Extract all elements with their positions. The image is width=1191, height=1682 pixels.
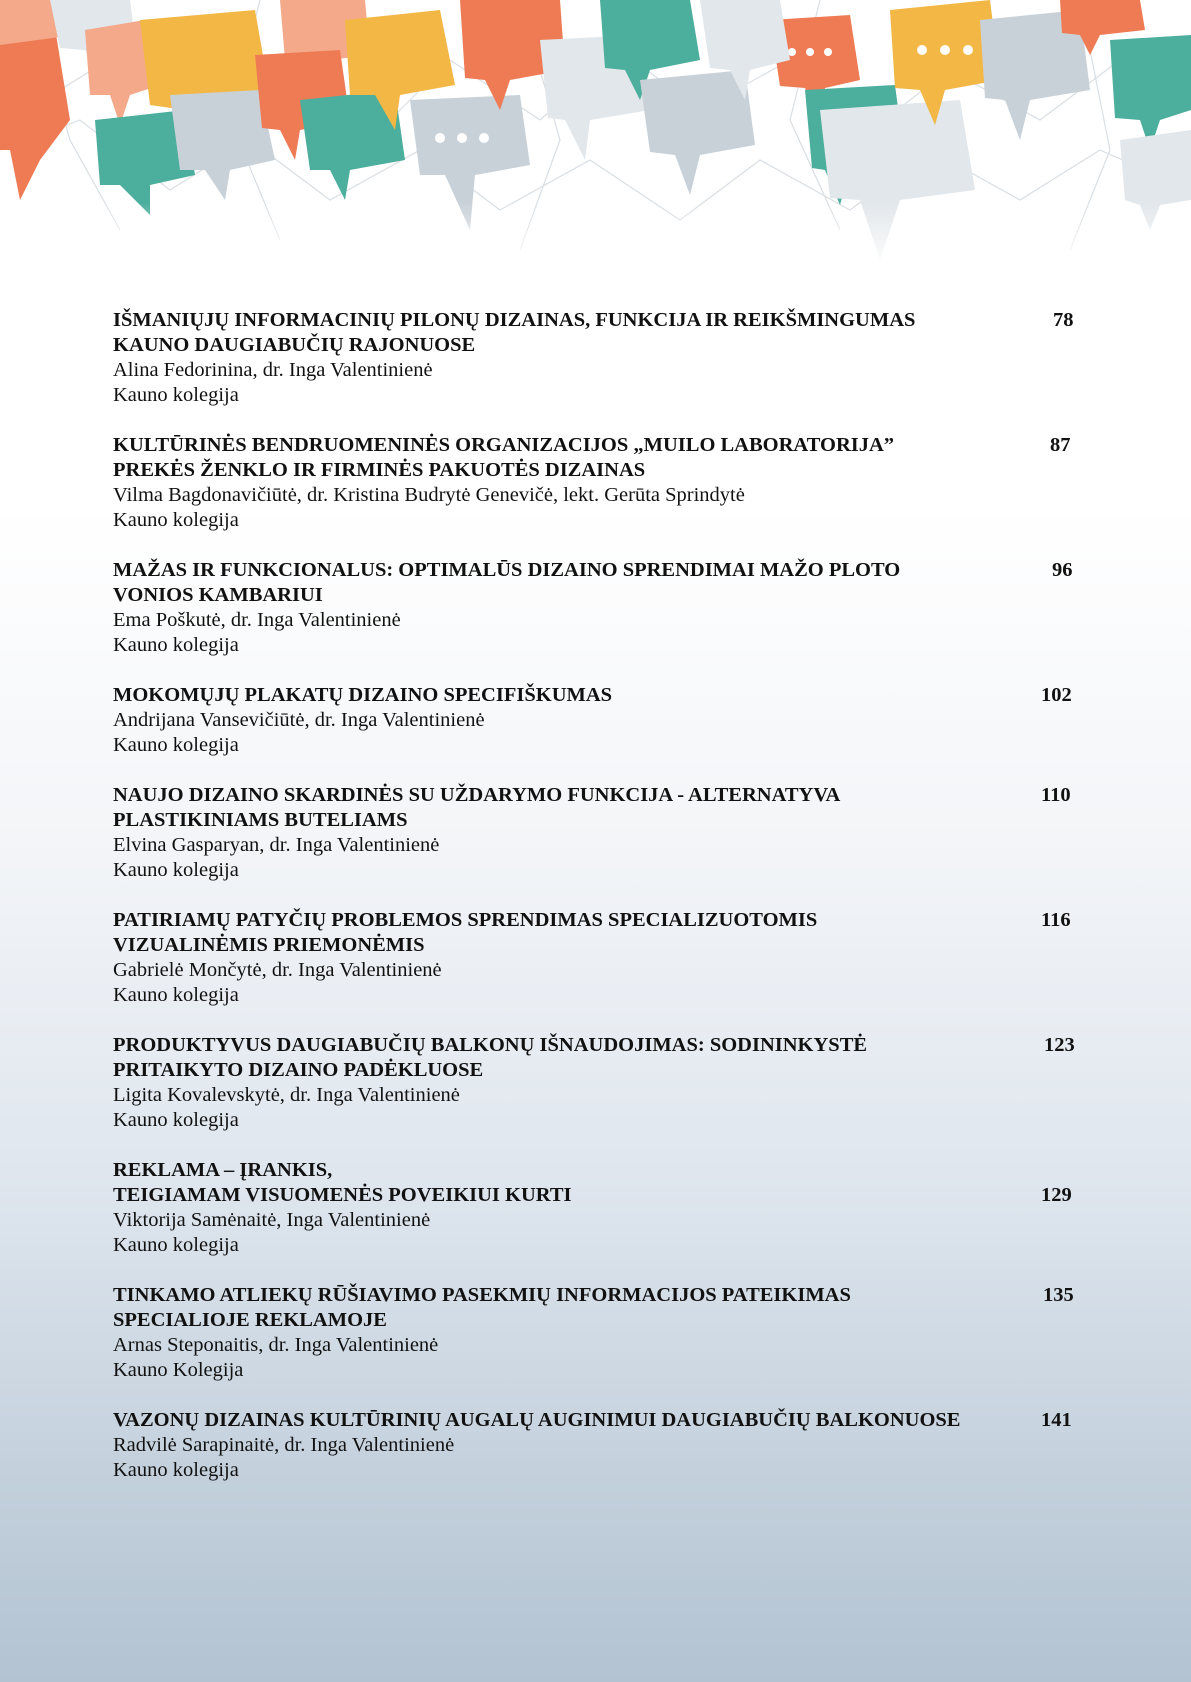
page-number: 129 bbox=[1041, 1184, 1072, 1206]
page-number: 135 bbox=[1043, 1284, 1074, 1306]
entry-authors: Vilma Bagdonavičiūtė, dr. Kristina Budrytė Genevičė, lekt. Gerūta Sprindytė bbox=[113, 484, 745, 506]
entry-title: NAUJO DIZAINO SKARDINĖS SU UŽDARYMO FUNKCIJA - ALTERNATYVA PLASTIKINIAMS BUTELIAMS bbox=[113, 784, 841, 831]
toc-entry bbox=[113, 783, 1073, 883]
entry-authors: Viktorija Samėnaitė, Inga Valentinienė bbox=[113, 1209, 431, 1231]
entry-authors: Gabrielė Mončytė, dr. Inga Valentinienė bbox=[113, 959, 442, 981]
page-number: 110 bbox=[1041, 784, 1071, 806]
entry-title: IŠMANIŲJŲ INFORMACINIŲ PILONŲ DIZAINAS, FUNKCIJA IR REIKŠMINGUMAS KAUNO DAUGIABUČIŲ RAJONUOSE bbox=[113, 309, 916, 356]
toc-entry bbox=[113, 308, 1073, 408]
entry-institution: Kauno kolegija bbox=[113, 384, 239, 406]
entry-title: KULTŪRINĖS BENDRUOMENINĖS ORGANIZACIJOS „MUILO LABORATORIJA” PREKĖS ŽENKLO IR FIRMINĖS PAKUOTĖS DIZAINAS bbox=[113, 434, 895, 481]
entry-institution: Kauno kolegija bbox=[113, 1459, 239, 1481]
entry-authors: Alina Fedorinina, dr. Inga Valentinienė bbox=[113, 359, 433, 381]
page-number: 102 bbox=[1041, 684, 1072, 706]
toc-entry bbox=[113, 1158, 1073, 1258]
entry-title: MAŽAS IR FUNKCIONALUS: OPTIMALŪS DIZAINO SPRENDIMAI MAŽO PLOTO VONIOS KAMBARIUI bbox=[113, 559, 901, 606]
entry-institution: Kauno kolegija bbox=[113, 984, 239, 1006]
speech-bubbles-banner-icon bbox=[0, 0, 1191, 270]
entry-authors: Elvina Gasparyan, dr. Inga Valentinienė bbox=[113, 834, 440, 856]
page-number: 141 bbox=[1041, 1409, 1072, 1431]
entry-institution: Kauno kolegija bbox=[113, 1109, 239, 1131]
entry-institution: Kauno Kolegija bbox=[113, 1359, 244, 1381]
entry-institution: Kauno kolegija bbox=[113, 1234, 239, 1256]
entry-institution: Kauno kolegija bbox=[113, 859, 239, 881]
page-number: 116 bbox=[1041, 909, 1071, 931]
entry-title: PATIRIAMŲ PATYČIŲ PROBLEMOS SPRENDIMAS SPECIALIZUOTOMIS VIZUALINĖMIS PRIEMONĖMIS bbox=[113, 909, 818, 956]
page-number: 78 bbox=[1053, 309, 1074, 331]
entry-institution: Kauno kolegija bbox=[113, 509, 239, 531]
entry-title: PRODUKTYVUS DAUGIABUČIŲ BALKONŲ IŠNAUDOJIMAS: SODININKYSTĖ PRITAIKYTO DIZAINO PADĖKLUOSE bbox=[113, 1034, 868, 1081]
entry-title: TINKAMO ATLIEKŲ RŪŠIAVIMO PASEKMIŲ INFORMACIJOS PATEIKIMAS SPECIALIOJE REKLAMOJE bbox=[113, 1284, 851, 1331]
page-number: 96 bbox=[1052, 559, 1073, 581]
toc-entry bbox=[113, 1283, 1073, 1383]
entry-title: REKLAMA – ĮRANKIS, TEIGIAMAM VISUOMENĖS POVEIKIUI KURTI bbox=[113, 1159, 572, 1206]
entry-authors: Andrijana Vansevičiūtė, dr. Inga Valentinienė bbox=[113, 709, 485, 731]
page-number: 123 bbox=[1044, 1034, 1075, 1056]
table-of-contents bbox=[113, 308, 1073, 1508]
toc-entry bbox=[113, 908, 1073, 1008]
entry-title: VAZONŲ DIZAINAS KULTŪRINIŲ AUGALŲ AUGINIMUI DAUGIABUČIŲ BALKONUOSE bbox=[113, 1409, 961, 1431]
toc-entry bbox=[113, 1408, 1073, 1483]
entry-authors: Ema Poškutė, dr. Inga Valentinienė bbox=[113, 609, 401, 631]
entry-authors: Radvilė Sarapinaitė, dr. Inga Valentinienė bbox=[113, 1434, 455, 1456]
toc-entry bbox=[113, 433, 1073, 533]
entry-institution: Kauno kolegija bbox=[113, 734, 239, 756]
toc-entry bbox=[113, 1033, 1073, 1133]
toc-entry bbox=[113, 683, 1073, 758]
page-number: 87 bbox=[1050, 434, 1071, 456]
entry-authors: Ligita Kovalevskytė, dr. Inga Valentinienė bbox=[113, 1084, 460, 1106]
toc-entry bbox=[113, 558, 1073, 658]
entry-authors: Arnas Steponaitis, dr. Inga Valentinienė bbox=[113, 1334, 439, 1356]
entry-institution: Kauno kolegija bbox=[113, 634, 239, 656]
entry-title: MOKOMŲJŲ PLAKATŲ DIZAINO SPECIFIŠKUMAS bbox=[113, 684, 613, 706]
